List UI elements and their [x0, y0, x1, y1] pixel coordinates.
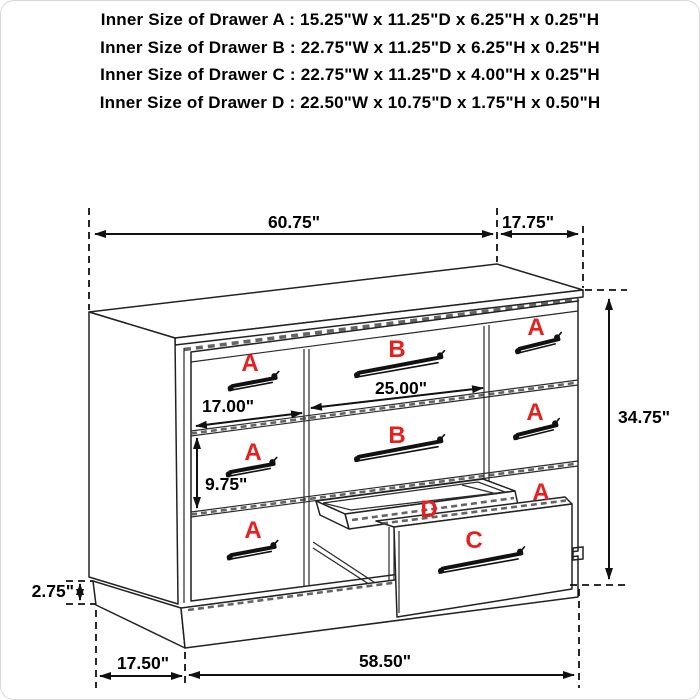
dimension-bottom-width	[189, 651, 574, 675]
spec-line-drawer-b: Inner Size of Drawer B : 22.75"W x 11.25"D x 6.25"H x 0.25"H	[100, 37, 600, 57]
dimension-overall-height	[609, 299, 670, 579]
drawer-label-b: B	[388, 336, 406, 363]
drawer-label-b: B	[388, 422, 406, 449]
dimension-text-base-height: 2.75"	[31, 581, 74, 601]
dimension-text-left-drawer-width: 17.00"	[201, 396, 255, 416]
drawer-label-a: A	[527, 314, 545, 341]
dimension-text-center-drawer-width: 25.00"	[374, 378, 428, 398]
dimension-top-width	[95, 212, 493, 234]
spec-line-drawer-c: Inner Size of Drawer C : 22.75"W x 11.25"D x 4.00"H x 0.25"H	[100, 65, 600, 84]
dimension-text-bottom-width: 58.50"	[358, 651, 412, 671]
spec-line-drawer-d: Inner Size of Drawer D : 22.50"W x 10.75"D x 1.75"H x 0.50"H	[99, 92, 601, 112]
dimension-text-drawer-opening-height: 9.75"	[205, 474, 248, 494]
dimension-bottom-depth	[100, 653, 182, 676]
dimension-text-bottom-depth: 17.50"	[116, 653, 170, 673]
drawer-label-a: A	[526, 399, 544, 426]
drawer-label-d: D	[420, 496, 438, 523]
dimension-text-overall-height: 34.75"	[618, 407, 671, 427]
drawer-label-a: A	[532, 479, 550, 506]
dimension-base-height	[32, 581, 80, 601]
dimension-top-depth	[501, 212, 578, 234]
drawer-label-a: A	[241, 350, 259, 377]
drawer-label-c: C	[465, 527, 483, 554]
spec-line-drawer-a: Inner Size of Drawer A : 15.25"W x 11.25"D x 6.25"H x 0.25"H	[100, 10, 600, 29]
dimension-text-top-width: 60.75"	[267, 212, 321, 232]
drawer-label-a: A	[244, 517, 262, 544]
dimension-text-top-depth: 17.75"	[501, 212, 555, 232]
drawer-label-a: A	[244, 439, 262, 466]
cabinet-left-side	[89, 312, 178, 604]
